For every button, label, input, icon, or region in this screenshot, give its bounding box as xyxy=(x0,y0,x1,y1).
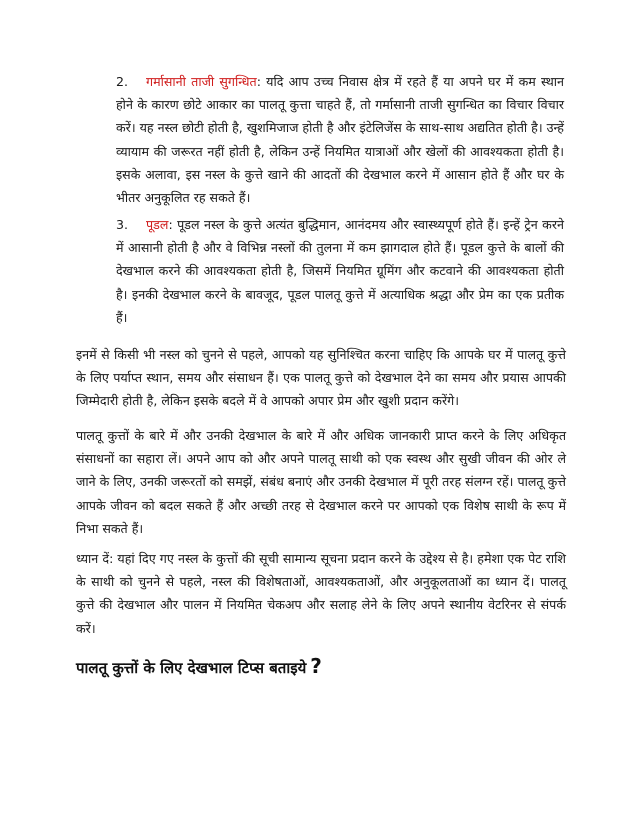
breed-name: गर्मासानी ताजी सुगन्धित xyxy=(146,74,257,89)
section-heading-text: पालतू कुत्तों के लिए देखभाल टिप्स बताइये xyxy=(76,659,307,677)
list-item-text: : यदि आप उच्च निवास क्षेत्र में रहते हैं या अपने घर में कम स्थान होने के कारण छोटे आकार का पालतू कुत्ता चाहते हैं, तो गर्मासानी ताजी सुगन्धित का विचार विचार करें। यह नस्ल छोटी होती है, खुशमिजाज होती है और इंटेलिजेंस के साथ-साथ अद्यतित होती है। उन्हें व्यायाम की जरूरत नहीं होती है, लेकिन उन्हें नियमित यात्राओं और खेलों की आवश्यकता होती है। इसके अलावा, इस नस्ल के कुत्ते खाने की आदतों की देखभाल करने में आसान होते हैं और घर के भीतर अनुकूलित रह सकते हैं। xyxy=(116,74,564,206)
note-paragraph: ध्यान दें: यहां दिए गए नस्ल के कुत्तों की सूची सामान्य सूचना प्रदान करने के उद्देश्य से है। हमेशा एक पेट राशि के साथी को चुनने से पहले, नस्ल की विशेषताओं, आवश्यकताओं, और अनुकूलताओं का ध्यान दें। पालतू कुत्ते की देखभाल और पालन में नियमित चेकअप और सलाह लेने के लिए अपने स्थानीय वेटरिनर से संपर्क करें। xyxy=(76,551,566,636)
paragraph: पालतू कुत्तों के बारे में और उनकी देखभाल के बारे में और अधिक जानकारी प्राप्त करने के लिए अधिकृत संसाधनों का सहारा लें। अपने आप को और अपने पालतू साथी को एक स्वस्थ और सुखी जीवन की ओर ले जाने के लिए, उनकी जरूरतों को समझें, संबंध बनाएं और उनकी देखभाल में पूरी तरह संलग्न रहें। पालतू कुत्ते आपके जीवन को बदल सकते हैं और अच्छी तरह से देखभाल करने पर आपको एक विशेष साथी के रूप में निभा सकते हैं। xyxy=(76,428,566,536)
list-item-number: 2. xyxy=(116,74,129,89)
list-item-3 xyxy=(116,213,564,329)
list-item-2 xyxy=(116,70,564,209)
breed-name: पूडल xyxy=(146,217,169,232)
paragraph: इनमें से किसी भी नस्ल को चुनने से पहले, आपको यह सुनिश्चित करना चाहिए कि आपके घर में पालतू कुत्ते के लिए पर्याप्त स्थान, समय और संसाधन हैं। एक पालतू कुत्ते को देखभाल देने का समय और प्रयास आपकी जिम्मेदारी होती है, लेकिन इसके बदले में वे आपको अपार प्रेम और खुशी प्रदान करेंगे। xyxy=(76,347,566,409)
section-heading xyxy=(76,654,322,678)
list-item-text: : पूडल नस्ल के कुत्ते अत्यंत बुद्धिमान, आनंदमय और स्वास्थ्यपूर्ण होते हैं। इन्हें ट्रेन करने में आसानी होती है और वे विभिन्न नस्लों की तुलना में कम झागदाल होते हैं। पूडल कुत्ते के बालों की देखभाल करने की आवश्यकता होती है, जिसमें नियमित ग्रूमिंग और कटवाने की आवश्यकता होती है। इनकी देखभाल करने के बावजूद, पूडल पालतू कुत्ते में अत्याधिक श्रद्धा और प्रेम का एक प्रतीक हैं। xyxy=(116,217,564,325)
question-mark: ? xyxy=(310,654,322,678)
list-item-number: 3. xyxy=(116,217,129,232)
